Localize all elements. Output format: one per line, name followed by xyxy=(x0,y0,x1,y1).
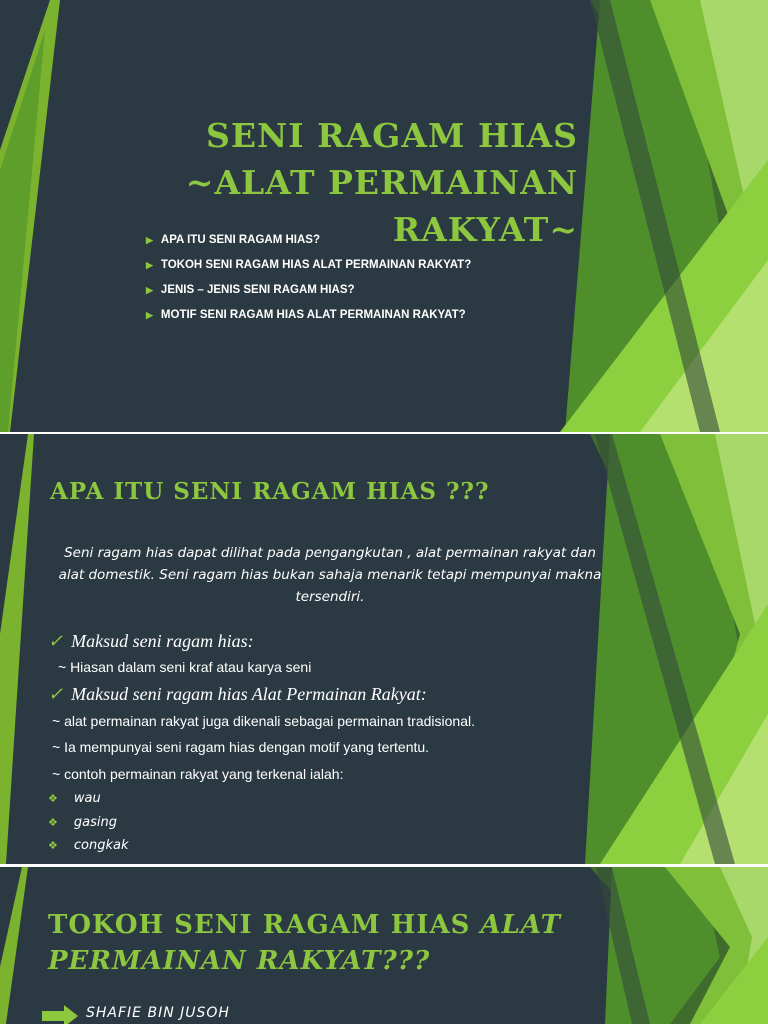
heading-maksud-alat: ✓ Maksud seni ragam hias Alat Permainan Rakyat: xyxy=(48,684,427,704)
slide-2 xyxy=(0,434,768,864)
title-line-2: ~ALAT PERMAINAN xyxy=(185,163,578,202)
detail-line: ~ alat permainan rakyat juga dikenali sebagai permainan tradisional. xyxy=(52,713,475,729)
question-list xyxy=(146,232,471,332)
diamond-bullet-icon: ❖ xyxy=(48,816,58,829)
example-item: ❖ wau xyxy=(48,791,101,806)
intro-paragraph: Seni ragam hias dapat dilihat pada pengangkutan , alat permainan rakyat dan alat domestik. Seni ragam hias bukan sahaja menarik tetapi mempunyai makna tersendiri. xyxy=(58,545,602,605)
title-line-3: RAKYAT~ xyxy=(392,210,578,249)
question-item: ▶ TOKOH SENI RAGAM HIAS ALAT PERMAINAN RAKYAT? xyxy=(146,257,471,282)
title-line-1: SENI RAGAM HIAS xyxy=(206,116,578,155)
tokoh-name: SHAFIE BIN JUSOH xyxy=(86,1005,230,1021)
example-item: ❖ congkak xyxy=(48,838,129,853)
arrow-right-icon xyxy=(42,1005,78,1024)
slide-3-title: TOKOH SENI RAGAM HIAS ALAT PERMAINAN RAKYAT??? xyxy=(48,910,562,976)
question-item: ▶ APA ITU SENI RAGAM HIAS? xyxy=(146,232,471,257)
question-item: ▶ JENIS – JENIS SENI RAGAM HIAS? xyxy=(146,282,471,307)
check-icon: ✓ xyxy=(48,684,64,704)
detail-line: ~ contoh permainan rakyat yang terkenal ialah: xyxy=(52,766,344,782)
diamond-bullet-icon: ❖ xyxy=(48,792,58,805)
heading-maksud: ✓ Maksud seni ragam hias: xyxy=(48,631,254,651)
example-item: ❖ gasing xyxy=(48,815,117,830)
detail-line: ~ Ia mempunyai seni ragam hias dengan motif yang tertentu. xyxy=(52,739,430,755)
question-item: ▶ MOTIF SENI RAGAM HIAS ALAT PERMAINAN RAKYAT? xyxy=(146,307,471,332)
slide-2-title: APA ITU SENI RAGAM HIAS ??? xyxy=(50,478,490,505)
diamond-bullet-icon: ❖ xyxy=(48,839,58,852)
slide-1 xyxy=(0,0,768,432)
slide-3 xyxy=(0,867,768,1024)
definition-line: ~ Hiasan dalam seni kraf atau karya seni xyxy=(58,659,312,675)
check-icon: ✓ xyxy=(48,631,64,651)
